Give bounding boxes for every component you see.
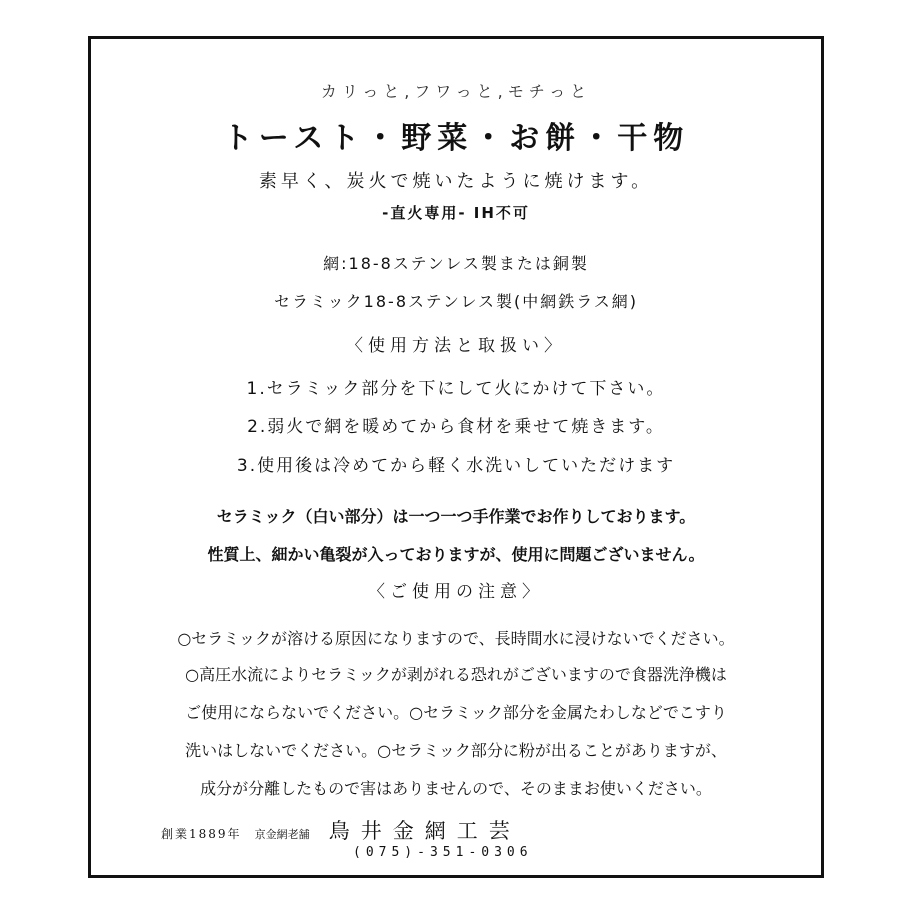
- headline: トースト・野菜・お餅・干物: [222, 121, 690, 156]
- phone-number: (075)-351-0306: [353, 845, 533, 860]
- established-year: 創業1889年: [161, 827, 242, 841]
- ceramic-note: セラミック（白い部分）は一つ一つ手作業でお作りしております。: [216, 507, 696, 526]
- caution-line: ○セラミックが溶ける原因になりますので、長時間水に浸けないでください。: [177, 629, 735, 648]
- usage-step: 1.セラミック部分を下にして火にかけて下さい。: [246, 379, 666, 399]
- usage-step: 3.使用後は冷めてから軽く水洗いしていただけます: [236, 456, 676, 476]
- caution-heading: 〈ご使用の注意〉: [368, 582, 544, 602]
- usage-step: 2.弱火で網を暖めてから食材を乗せて焼きます。: [247, 417, 665, 437]
- material-ceramic: セラミック18-8ステンレス製(中網鉄ラス網): [274, 292, 638, 311]
- caution-line: ご使用にならないでください。○セラミック部分を金属たわしなどでこすり: [185, 703, 727, 722]
- material-net: 網:18-8ステンレス製または銅製: [323, 254, 589, 273]
- caution-line: 洗いはしないでください。○セラミック部分に粉が出ることがありますが、: [185, 741, 727, 760]
- tagline: カリっと,フワっと,モチっと: [320, 82, 592, 101]
- maker-footer: [161, 815, 521, 845]
- document-frame: [88, 36, 824, 878]
- caution-line: 成分が分離したもので害はありませんので、そのままお使いください。: [200, 779, 712, 798]
- ceramic-note: 性質上、細かい亀裂が入っておりますが、使用に問題ございません。: [207, 545, 705, 564]
- fire-note: -直火専用- IH不可: [382, 204, 530, 222]
- usage-heading: 〈使用方法と取扱い〉: [346, 336, 566, 356]
- maker-name: 鳥井金網工芸: [328, 819, 521, 843]
- shop-type: 京金網老舗: [254, 828, 310, 841]
- caution-line: ○高圧水流によりセラミックが剥がれる恐れがございますので食器洗浄機は: [185, 665, 727, 684]
- subhead: 素早く、炭火で焼いたように焼けます。: [258, 171, 654, 192]
